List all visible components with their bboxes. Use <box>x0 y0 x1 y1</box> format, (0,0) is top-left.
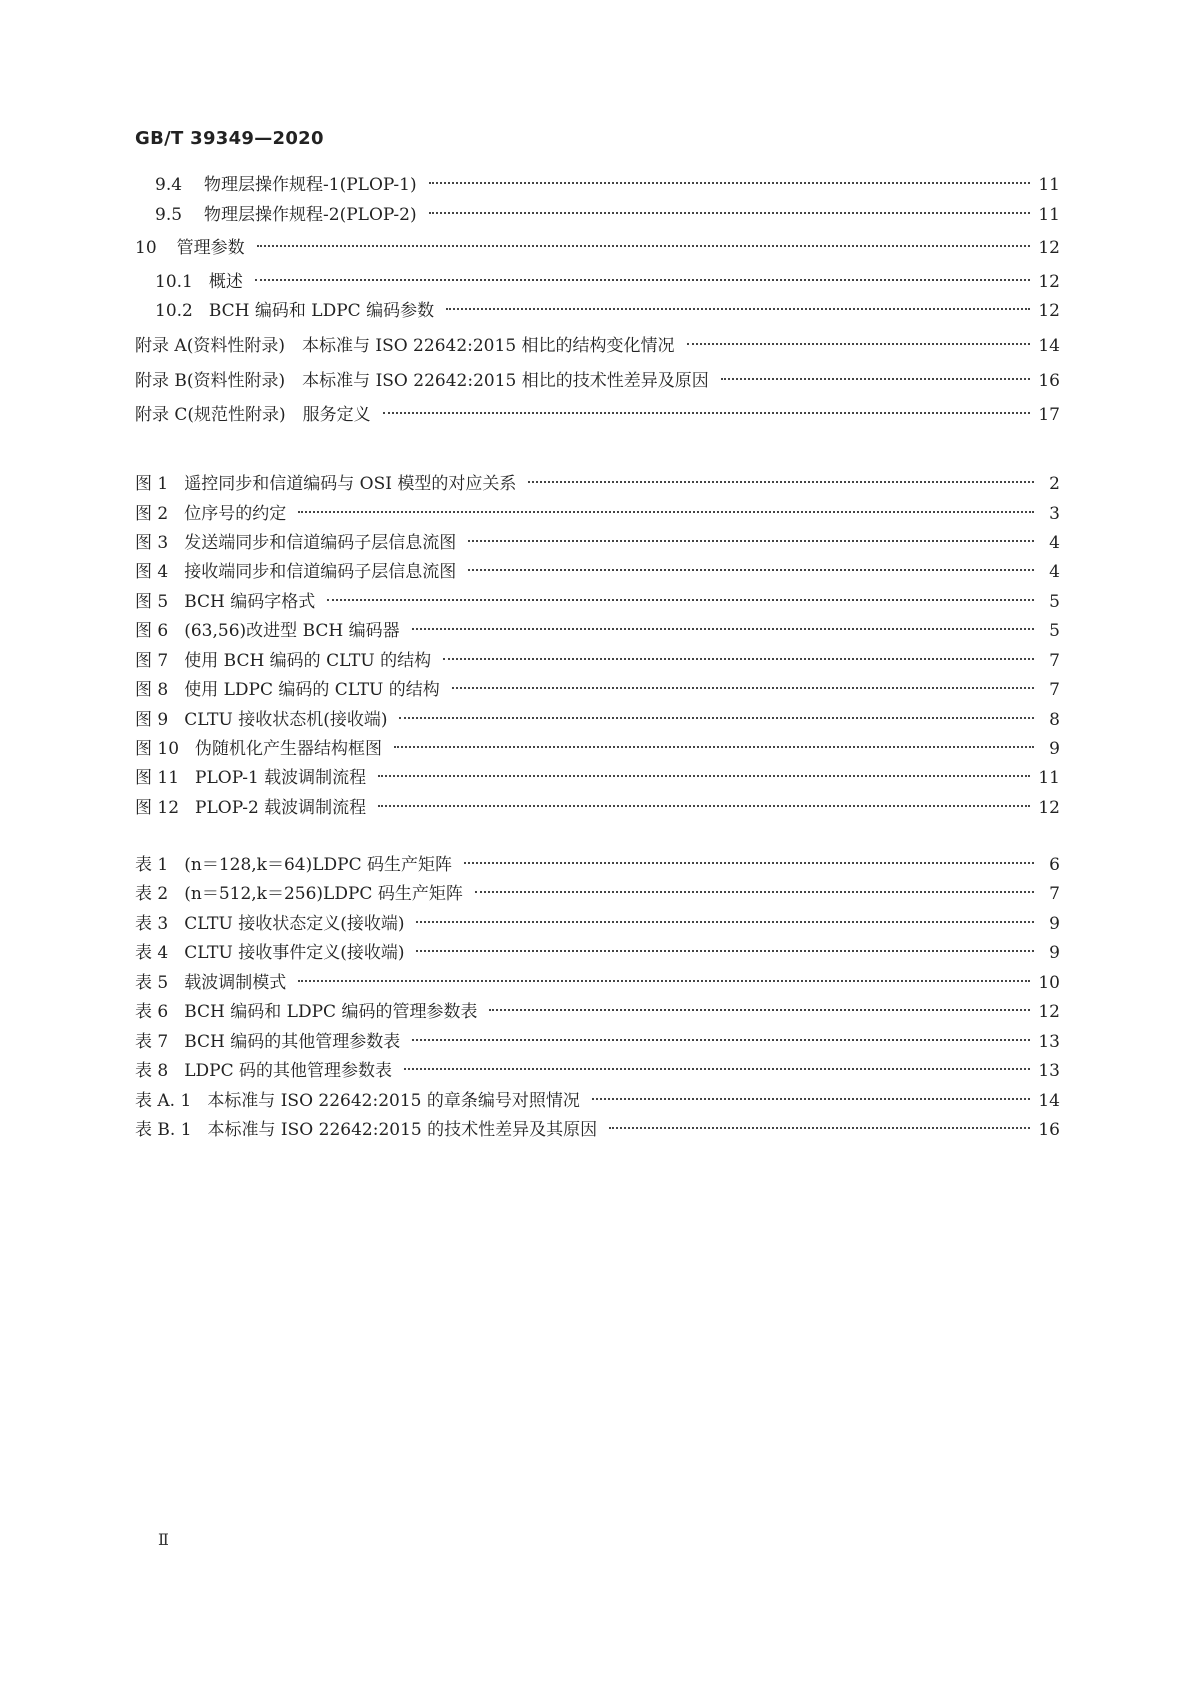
entry-title: 本标准与 ISO 22642:2015 的章条编号对照情况 <box>207 1091 580 1111</box>
figure-entry[interactable] <box>135 467 1060 495</box>
entry-title: (规范性附录) 服务定义 <box>187 405 371 425</box>
entry-title: BCH 编码的其他管理参数表 <box>184 1032 401 1052</box>
entry-page: 2 <box>1049 474 1060 494</box>
toc-entry[interactable] <box>135 329 1060 357</box>
leader-dots <box>464 848 1034 870</box>
entry-number: 图 4 <box>135 562 169 582</box>
entry-page: 5 <box>1049 621 1060 641</box>
page-number: Ⅱ <box>158 1530 169 1549</box>
entry-title: 本标准与 ISO 22642:2015 的技术性差异及其原因 <box>207 1120 598 1140</box>
entry-number: 图 5 <box>135 592 169 612</box>
entry-title: 接收端同步和信道编码子层信息流图 <box>184 562 457 582</box>
entry-title: (n＝128,k＝64)LDPC 码生产矩阵 <box>184 855 453 875</box>
entry-page: 6 <box>1049 855 1060 875</box>
entry-page: 11 <box>1038 175 1060 195</box>
figure-entry[interactable] <box>135 732 1060 760</box>
figure-entry[interactable] <box>135 614 1060 642</box>
entry-title: 使用 LDPC 编码的 CLTU 的结构 <box>184 680 440 700</box>
entry-page: 14 <box>1038 1091 1060 1111</box>
entry-title: 发送端同步和信道编码子层信息流图 <box>184 533 457 553</box>
entry-title: LDPC 码的其他管理参数表 <box>184 1061 393 1081</box>
entry-page: 4 <box>1049 533 1060 553</box>
leader-dots <box>394 732 1034 754</box>
entry-number: 图 1 <box>135 474 169 494</box>
entry-title: 管理参数 <box>176 238 245 258</box>
toc-entry[interactable] <box>135 294 1060 322</box>
leader-dots <box>446 294 1030 316</box>
leader-dots <box>429 168 1031 190</box>
entry-number: 图 12 <box>135 798 180 818</box>
figure-entry[interactable] <box>135 703 1060 731</box>
entry-number: 表 6 <box>135 1002 169 1022</box>
leader-dots <box>255 265 1031 287</box>
figure-entry[interactable] <box>135 526 1060 554</box>
entry-page: 17 <box>1038 405 1060 425</box>
entry-title: PLOP-1 载波调制流程 <box>195 768 367 788</box>
table-entry[interactable] <box>135 995 1060 1023</box>
entry-number: 附录 B <box>135 371 187 391</box>
entry-title: (资料性附录) 本标准与 ISO 22642:2015 相比的结构变化情况 <box>186 336 675 356</box>
entry-title: 位序号的约定 <box>184 504 287 524</box>
entry-page: 7 <box>1049 680 1060 700</box>
entry-number: 表 4 <box>135 943 169 963</box>
entry-page: 16 <box>1038 1120 1060 1140</box>
entry-title: 伪随机化产生器结构框图 <box>195 739 383 759</box>
entry-page: 10 <box>1038 973 1060 993</box>
table-entry[interactable] <box>135 1054 1060 1082</box>
entry-number: 图 3 <box>135 533 169 553</box>
entry-page: 8 <box>1049 710 1060 730</box>
leader-dots <box>687 329 1031 351</box>
leader-dots <box>378 791 1030 813</box>
table-entry[interactable] <box>135 877 1060 905</box>
entry-number: 表 A. 1 <box>135 1091 192 1111</box>
entry-number: 10.1 <box>155 272 193 292</box>
leader-dots <box>416 936 1034 958</box>
entry-title: BCH 编码字格式 <box>184 592 316 612</box>
entry-number: 图 2 <box>135 504 169 524</box>
entry-title: (n＝512,k＝256)LDPC 码生产矩阵 <box>184 884 463 904</box>
toc-entry[interactable] <box>135 265 1060 293</box>
entry-page: 9 <box>1049 914 1060 934</box>
document-code: GB/T 39349—2020 <box>135 128 324 149</box>
table-entry[interactable] <box>135 907 1060 935</box>
table-entry[interactable] <box>135 936 1060 964</box>
entry-page: 9 <box>1049 943 1060 963</box>
entry-page: 13 <box>1038 1032 1060 1052</box>
table-entry[interactable] <box>135 848 1060 876</box>
entry-number: 图 6 <box>135 621 169 641</box>
toc-entry[interactable] <box>135 364 1060 392</box>
entry-title: CLTU 接收状态定义(接收端) <box>184 914 405 934</box>
leader-dots <box>429 198 1031 220</box>
figure-entry[interactable] <box>135 761 1060 789</box>
entry-title: 使用 BCH 编码的 CLTU 的结构 <box>184 651 432 671</box>
entry-number: 图 10 <box>135 739 180 759</box>
entry-title: PLOP-2 载波调制流程 <box>195 798 367 818</box>
leader-dots <box>489 995 1030 1017</box>
entry-page: 7 <box>1049 884 1060 904</box>
leader-dots <box>452 673 1034 695</box>
entry-number: 9.5 <box>155 205 183 225</box>
entry-title: 载波调制模式 <box>184 973 287 993</box>
entry-title: BCH 编码和 LDPC 编码的管理参数表 <box>184 1002 478 1022</box>
leader-dots <box>298 497 1034 519</box>
figure-entry[interactable] <box>135 673 1060 701</box>
entry-page: 9 <box>1049 739 1060 759</box>
entry-number: 10.2 <box>155 301 193 321</box>
entry-title: (63,56)改进型 BCH 编码器 <box>184 621 400 641</box>
toc-entry[interactable] <box>135 198 1060 226</box>
entry-page: 5 <box>1049 592 1060 612</box>
entry-title: CLTU 接收状态机(接收端) <box>184 710 388 730</box>
entry-number: 图 7 <box>135 651 169 671</box>
leader-dots <box>468 526 1034 548</box>
figure-entry[interactable] <box>135 585 1060 613</box>
entry-title: 遥控同步和信道编码与 OSI 模型的对应关系 <box>184 474 517 494</box>
entry-number: 表 3 <box>135 914 169 934</box>
entry-page: 14 <box>1038 336 1060 356</box>
entry-page: 12 <box>1038 301 1060 321</box>
entry-number: 10 <box>135 238 157 258</box>
leader-dots <box>399 703 1034 725</box>
entry-number: 表 8 <box>135 1061 169 1081</box>
entry-title: 概述 <box>208 272 243 292</box>
toc-entry[interactable] <box>135 398 1060 426</box>
entry-number: 图 9 <box>135 710 169 730</box>
entry-number: 表 7 <box>135 1032 169 1052</box>
leader-dots <box>443 644 1034 666</box>
figure-entry[interactable] <box>135 497 1060 525</box>
entry-page: 13 <box>1038 1061 1060 1081</box>
entry-number: 9.4 <box>155 175 183 195</box>
leader-dots <box>416 907 1034 929</box>
figure-entry[interactable] <box>135 644 1060 672</box>
figure-entry[interactable] <box>135 791 1060 819</box>
entry-number: 表 1 <box>135 855 169 875</box>
leader-dots <box>475 877 1034 899</box>
toc-entry[interactable] <box>135 231 1060 259</box>
table-entry[interactable] <box>135 966 1060 994</box>
leader-dots <box>257 231 1031 253</box>
entry-number: 表 5 <box>135 973 169 993</box>
entry-page: 12 <box>1038 272 1060 292</box>
entry-page: 11 <box>1038 768 1060 788</box>
entry-page: 4 <box>1049 562 1060 582</box>
entry-page: 12 <box>1038 798 1060 818</box>
entry-title: 物理层操作规程-1(PLOP-1) <box>204 175 417 195</box>
entry-title: 物理层操作规程-2(PLOP-2) <box>204 205 417 225</box>
table-entry[interactable] <box>135 1084 1060 1112</box>
leader-dots <box>592 1084 1030 1106</box>
figure-entry[interactable] <box>135 555 1060 583</box>
entry-page: 12 <box>1038 1002 1060 1022</box>
leader-dots <box>383 398 1031 420</box>
toc-entry[interactable] <box>135 168 1060 196</box>
entry-number: 附录 A <box>135 336 187 356</box>
leader-dots <box>609 1113 1030 1135</box>
leader-dots <box>468 555 1034 577</box>
entry-page: 3 <box>1049 504 1060 524</box>
entry-title: (资料性附录) 本标准与 ISO 22642:2015 相比的技术性差异及原因 <box>186 371 709 391</box>
leader-dots <box>412 614 1034 636</box>
leader-dots <box>298 966 1030 988</box>
leader-dots <box>412 1025 1030 1047</box>
entry-number: 表 2 <box>135 884 169 904</box>
entry-page: 16 <box>1038 371 1060 391</box>
entry-title: BCH 编码和 LDPC 编码参数 <box>208 301 435 321</box>
leader-dots <box>378 761 1030 783</box>
leader-dots <box>721 364 1031 386</box>
leader-dots <box>404 1054 1030 1076</box>
table-entry[interactable] <box>135 1113 1060 1141</box>
entry-number: 附录 C <box>135 405 188 425</box>
entry-page: 7 <box>1049 651 1060 671</box>
entry-page: 11 <box>1038 205 1060 225</box>
entry-title: CLTU 接收事件定义(接收端) <box>184 943 405 963</box>
table-entry[interactable] <box>135 1025 1060 1053</box>
entry-number: 图 11 <box>135 768 180 788</box>
entry-number: 表 B. 1 <box>135 1120 192 1140</box>
leader-dots <box>528 467 1034 489</box>
entry-page: 12 <box>1038 238 1060 258</box>
entry-number: 图 8 <box>135 680 169 700</box>
leader-dots <box>327 585 1034 607</box>
